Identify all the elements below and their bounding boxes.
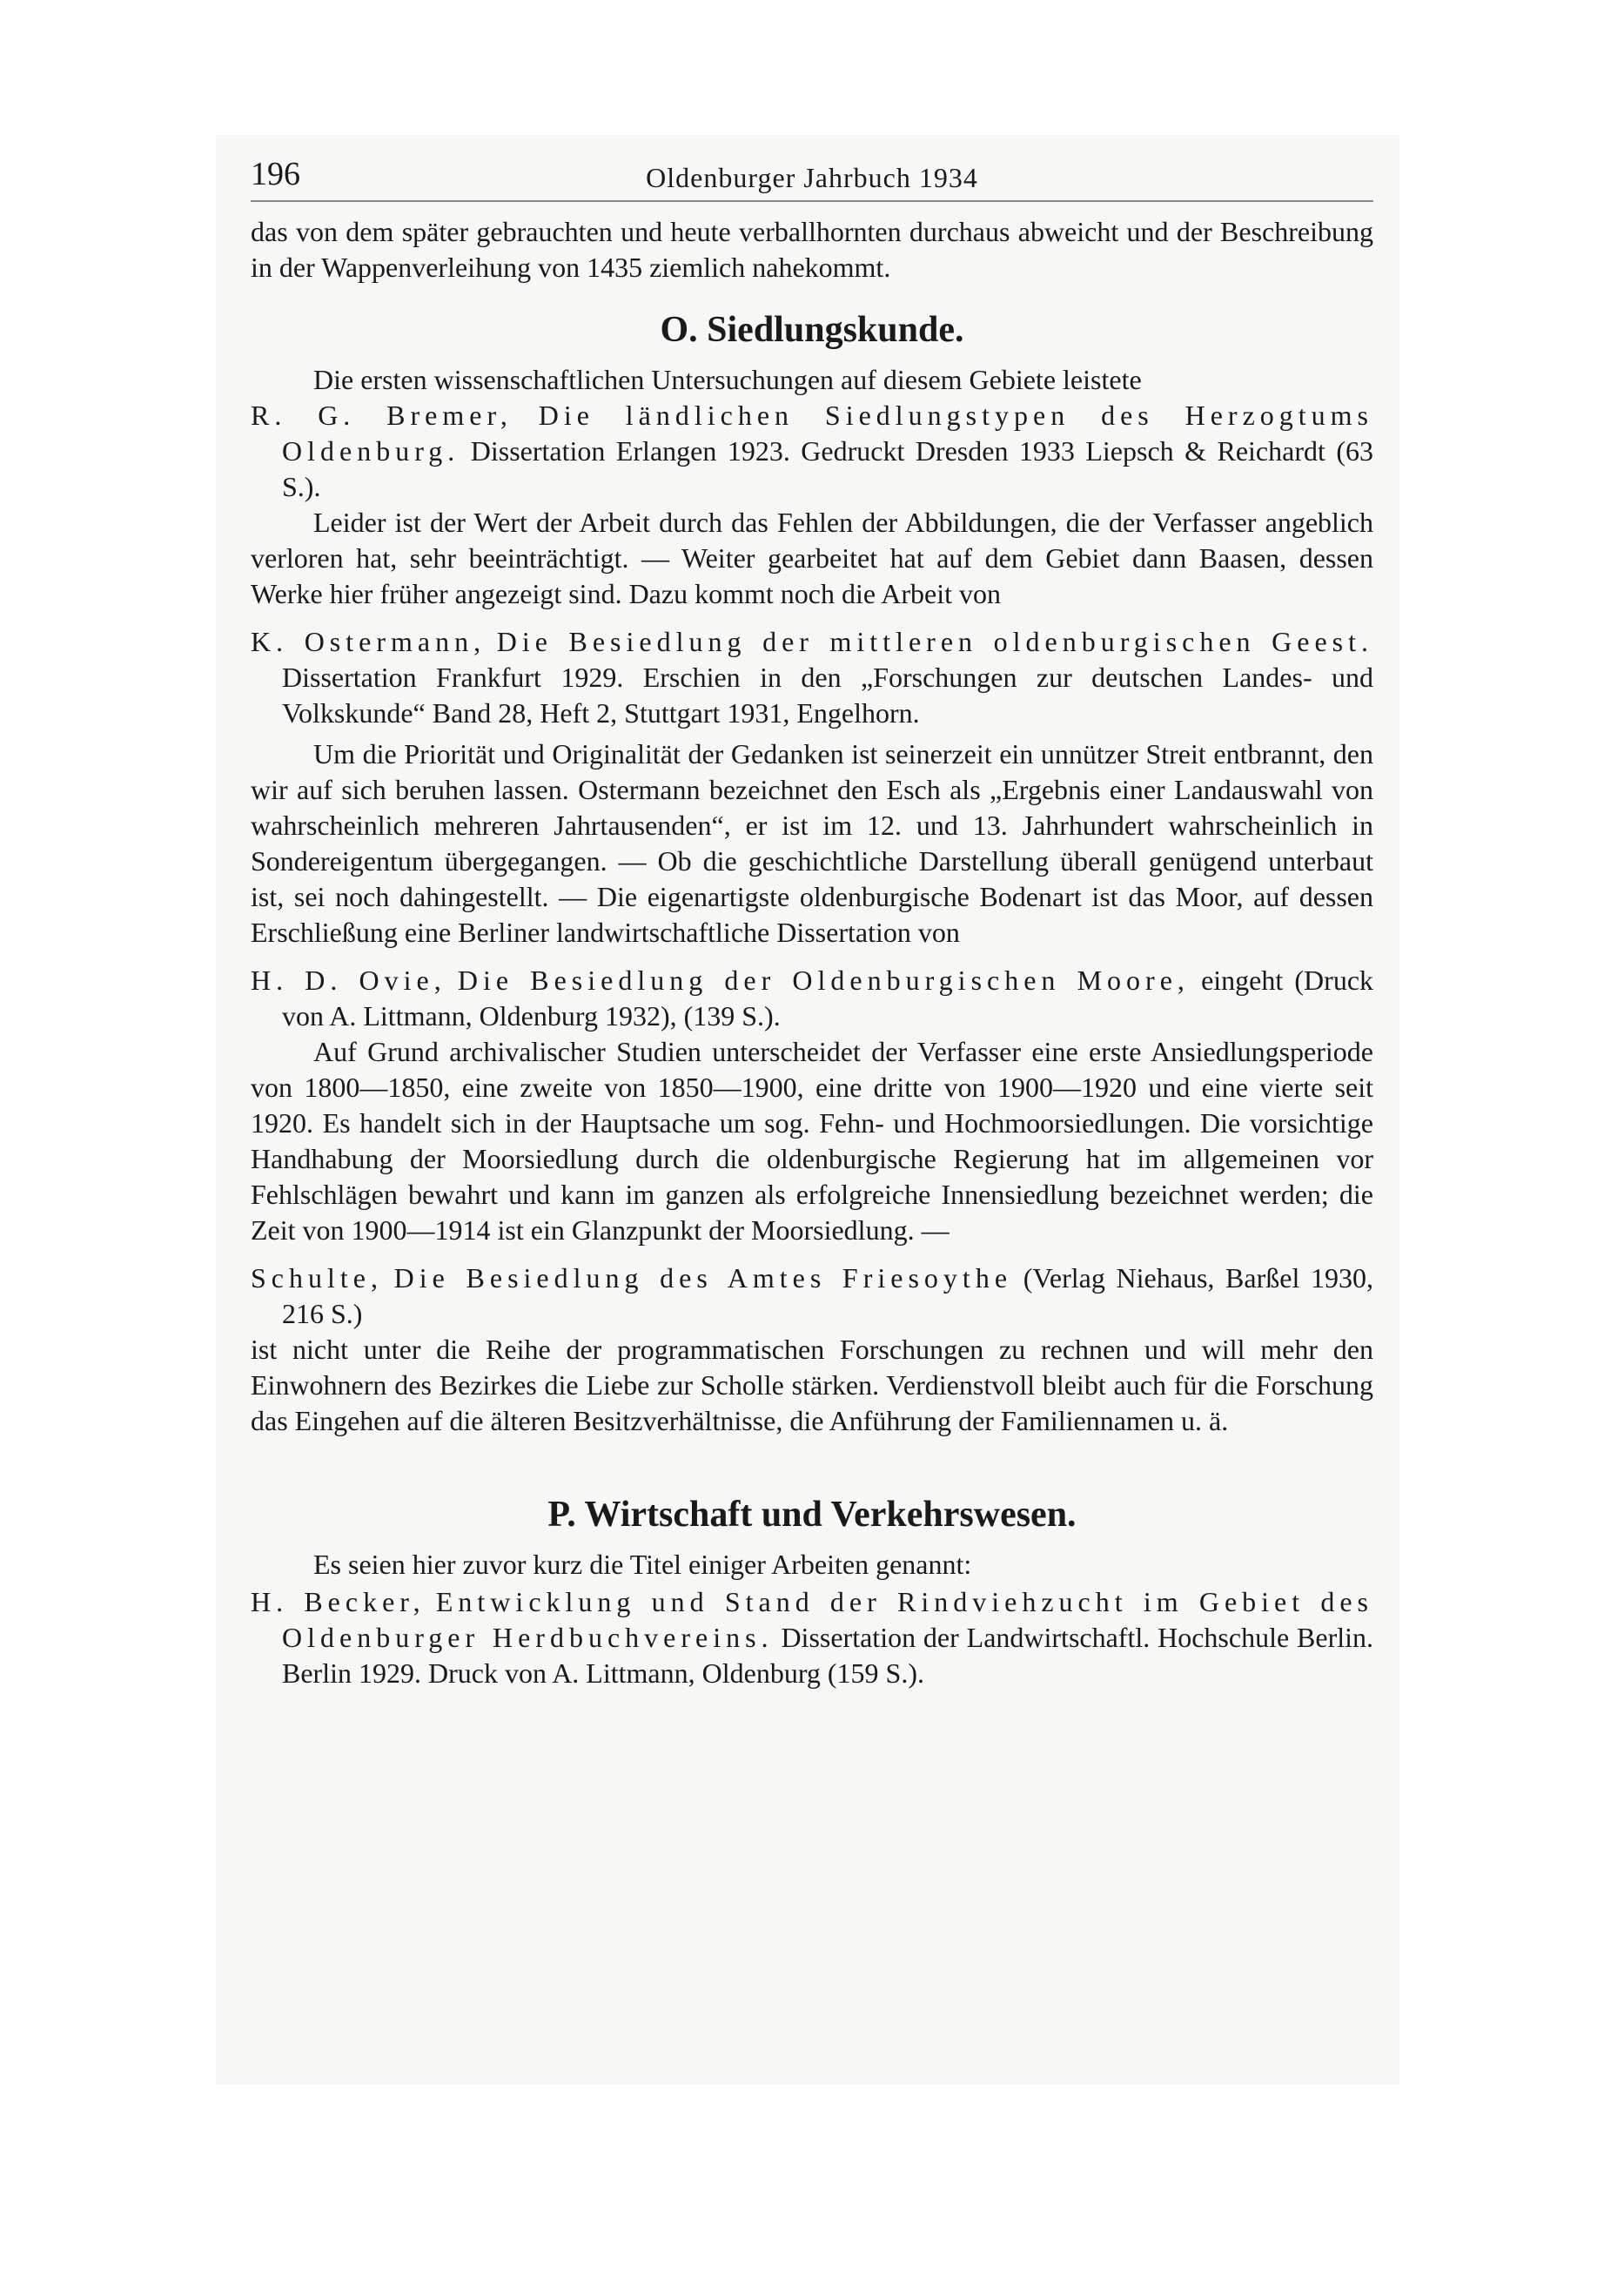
entry-title: Die Besiedlung der Oldenburgischen Moore, (457, 965, 1190, 996)
entry-author: R. G. Bremer, (251, 400, 513, 431)
entry-title: Die Besiedlung der mittleren oldenburgischen Geest. (496, 626, 1374, 657)
section-heading-wirtschaft: P. Wirtschaft und Verkehrswesen. (547, 1495, 1077, 1535)
bibliography-entry-ovie (251, 963, 1373, 1034)
entry-title: Die Besiedlung des Amtes Friesoythe (393, 1262, 1013, 1294)
section-lead-paragraph: Es seien hier zuvor kurz die Titel einiger Arbeiten genannt: (313, 1549, 972, 1580)
entry-author: Schulte, (251, 1262, 383, 1294)
entry-details: eingeht (Druck von A. Littmann, Oldenburg 1932), (139 S.). (282, 965, 1374, 1032)
journal-title: Oldenburger Jahrbuch 1934 (646, 162, 978, 193)
bibliography-entry-ostermann (251, 624, 1373, 731)
entry-details: Dissertation Frankfurt 1929. Erschien in den „Forschungen zur deutschen Landes- und Volkskunde“ Band 28, Heft 2, Stuttgart 1931, Engelhorn. (282, 662, 1373, 729)
bibliography-entry-bremer (251, 398, 1373, 505)
entry-title: Die ländlichen Siedlungstypen des Herzogtums Oldenburg. (282, 400, 1374, 467)
entry-details: Dissertation Erlangen 1923. Gedruckt Dresden 1933 Liepsch & Reichardt (63 S.). (282, 435, 1374, 502)
entry-details: (Verlag Niehaus, Barßel 1930, 216 S.) (282, 1262, 1374, 1329)
bibliography-entry-becker (251, 1584, 1373, 1691)
entry-title: Entwicklung und Stand der Rindviehzucht im Gebiet des Oldenburger Herdbuchvereins. (282, 1586, 1374, 1653)
entry-details: Dissertation der Landwirtschaftl. Hochschule Berlin. Berlin 1929. Druck von A. Littmann, Oldenburg (159 S.). (282, 1622, 1374, 1689)
running-header (251, 155, 1373, 202)
review-paragraph: ist nicht unter die Reihe der programmatischen Forschungen zu rechnen und will mehr den Einwohnern des Bezirkes die Liebe zur Scholle stärken. Verdienstvoll bleibt auch für die Forschung das Eingehen auf die älteren Besitzverhältnisse, die Anführung der Familiennamen u. ä. (251, 1334, 1373, 1436)
review-paragraph: Leider ist der Wert der Arbeit durch das Fehlen der Abbildungen, die der Verfasser angeblich verloren hat, sehr beeinträchtigt. — Weiter gearbeitet hat auf dem Gebiet dann Baasen, dessen Werke hier früher angezeigt sind. Dazu kommt noch die Arbeit von (251, 507, 1373, 609)
document-page (251, 155, 1373, 1691)
review-paragraph: Auf Grund archivalischer Studien unterscheidet der Verfasser eine erste Ansiedlungsperiode von 1800—1850, eine zweite von 1850—1900, eine dritte von 1900—1920 und eine vierte seit 1920. Es handelt sich in der Hauptsache um sog. Fehn- und Hochmoorsiedlungen. Die vorsichtige Handhabung der Moorsiedlung durch die oldenburgische Regierung hat im allgemeinen vor Fehlschlägen bewahrt und kann im ganzen als erfolgreiche Innensiedlung bezeichnet werden; die Zeit von 1900—1914 ist ein Glanzpunkt der Moorsiedlung. — (251, 1036, 1373, 1246)
bibliography-entry-schulte (251, 1260, 1373, 1332)
entry-author: H. Becker, (251, 1586, 426, 1617)
section-lead-paragraph: Die ersten wissenschaftlichen Untersuchungen auf diesem Gebiete leistete (313, 364, 1142, 395)
entry-author: H. D. Ovie, (251, 965, 446, 996)
intro-paragraph: das von dem später gebrauchten und heute verballhornten durchaus abweicht und der Beschreibung in der Wappenverleihung von 1435 ziemlich nahekommt. (251, 216, 1373, 283)
section-heading-siedlungskunde: O. Siedlungskunde. (660, 310, 964, 350)
entry-author: K. Ostermann, (251, 626, 487, 657)
page-number: 196 (251, 156, 300, 192)
review-paragraph: Um die Priorität und Originalität der Gedanken ist seinerzeit ein unnützer Streit entbrannt, den wir auf sich beruhen lassen. Ostermann bezeichnet den Esch als „Ergebnis einer Landauswahl von wahrscheinlich mehreren Jahrtausenden“, er ist im 12. und 13. Jahrhundert wahrscheinlich in Sondereigentum übergegangen. — Ob die geschichtliche Darstellung überall genügend unterbaut ist, sei noch dahingestellt. — Die eigenartigste oldenburgische Bodenart ist das Moor, auf dessen Erschließung eine Berliner landwirtschaftliche Dissertation von (251, 738, 1373, 948)
